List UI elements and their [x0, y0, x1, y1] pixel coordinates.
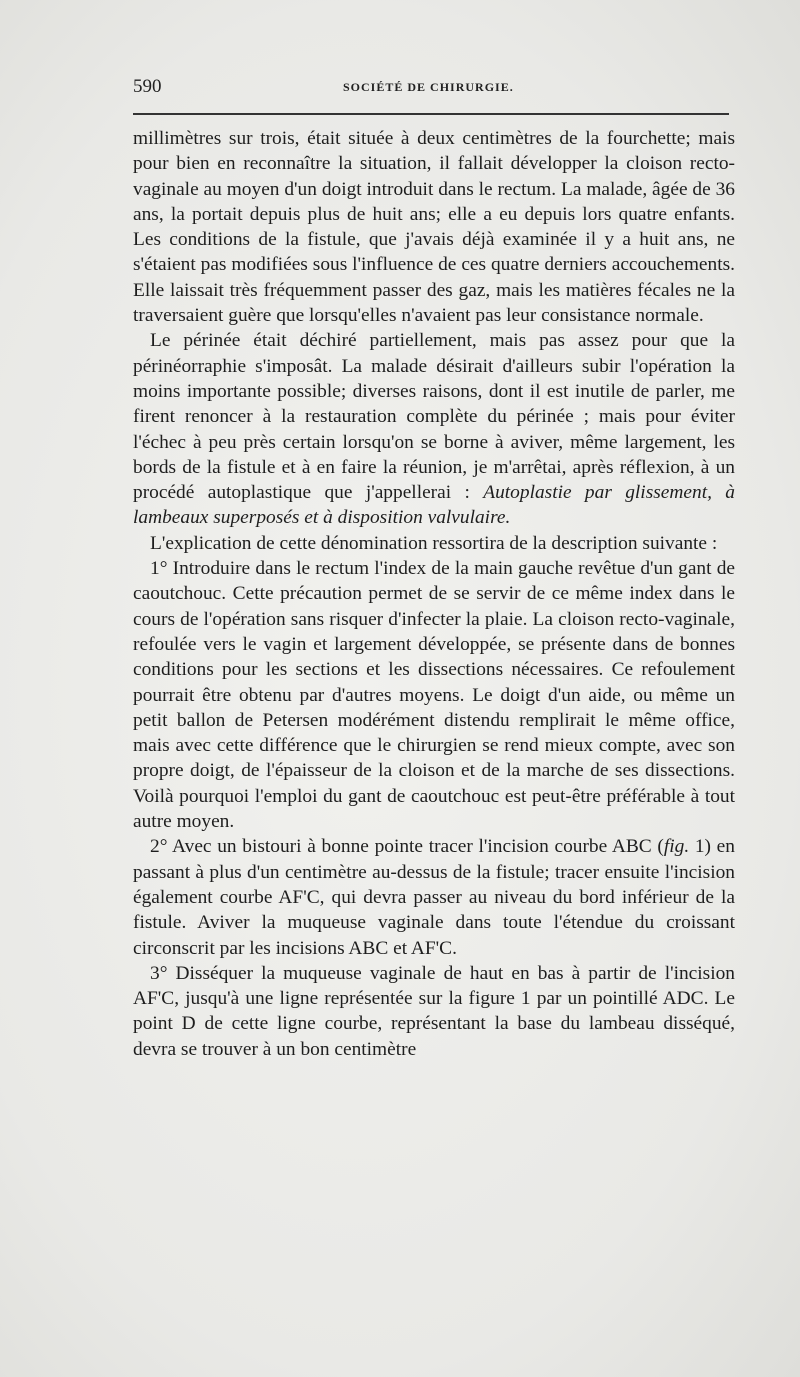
paragraph-3-text: L'explication de cette dénomination ressortira de la description suivante :: [150, 532, 718, 554]
paragraph-step-1: [133, 556, 735, 834]
page-header: [133, 76, 729, 106]
paragraph-step-3: [133, 961, 735, 1062]
paragraph-step-3-text: 3° Disséquer la muqueuse vaginale de haut en bas à partir de l'incision AF'C, jusqu'à une ligne représentée sur la figure 1 par un pointillé ADC. Le point D de cette ligne courbe, représentant la base du lambeau disséqué, devra se trouver à un bon centimètre: [133, 962, 735, 1060]
paragraph-step-2: [133, 834, 735, 960]
paragraph-3: [133, 531, 735, 556]
paragraph-step-1-text: 1° Introduire dans le rectum l'index de la main gauche revêtue d'un gant de caoutchouc. Cette précaution permet de se servir de ce même index dans le cours de l'opération sans risquer d'infecter la plaie. La cloison recto-vaginale, refoulée vers le vagin et largement développée, se présente dans de bonnes conditions pour les sections et les dissections nécessaires. Ce refoulement pourrait être obtenu par d'autres moyens. Le doigt d'un aide, ou même un petit ballon de Petersen modérément distendu remplirait le même office, mais avec cette différence que le chirurgien se rend mieux compte, avec son propre doigt, de l'épaisseur de la cloison et de la marche de ses dissections. Voilà pourquoi l'emploi du gant de caoutchouc est peut-être préférable à tout autre moyen.: [133, 558, 735, 833]
paragraph-step-2-text-after: 1) en passant à plus d'un centimètre au-dessus de la fistule; tracer ensuite l'incision également courbe AF'C, qui devra passer au niveau du bord inférieur de la fistule. Aviver la muqueuse vaginale dans toute l'étendue du croissant circonscrit par les incisions ABC et AF'C.: [133, 836, 735, 959]
procedure-name: Autoplastie par glissement, à lambeaux superposés et à disposition valvulaire.: [133, 482, 735, 529]
paragraph-2-text: Le périnée était déchiré partiellement, mais pas assez pour que la périnéorraphie s'imposât. La malade désirait d'ailleurs subir l'opération la moins importante possible; diverses raisons, dont il est inutile de parler, me firent renoncer à la restauration complète du périnée ; mais pour éviter l'échec à peu près certain lorsqu'on se borne à aviver, même largement, les bords de la fistule et à en faire la réunion, je m'arrêtai, après réflexion, à un procédé autoplastique que j'appellerai :: [133, 330, 735, 504]
paragraph-2: [133, 328, 735, 530]
header-rule: [133, 113, 729, 115]
paragraph-1-text: millimètres sur trois, était située à deux centimètres de la fourchette; mais pour bien en reconnaître la situation, il fallait développer la cloison recto-vaginale au moyen d'un doigt introduit dans le rectum. La malade, âgée de 36 ans, la portait depuis plus de huit ans; elle a eu depuis lors quatre enfants. Les conditions de la fistule, que j'avais déjà examinée il y a huit ans, ne s'étaient pas modifiées sous l'influence de ces quatre derniers accouchements. Elle laissait très fréquemment passer des gaz, mais les matières fécales ne la traversaient guère que lorsqu'elles n'avaient pas leur consistance normale.: [133, 128, 735, 327]
figure-reference: fig.: [663, 836, 690, 858]
paragraph-1: [133, 126, 735, 328]
running-head: SOCIÉTÉ DE CHIRURGIE.: [343, 80, 514, 94]
paragraph-step-2-text-before: 2° Avec un bistouri à bonne pointe tracer l'incision courbe ABC (: [150, 836, 664, 858]
body-text: [133, 126, 735, 1062]
page-number: 590: [133, 76, 162, 97]
